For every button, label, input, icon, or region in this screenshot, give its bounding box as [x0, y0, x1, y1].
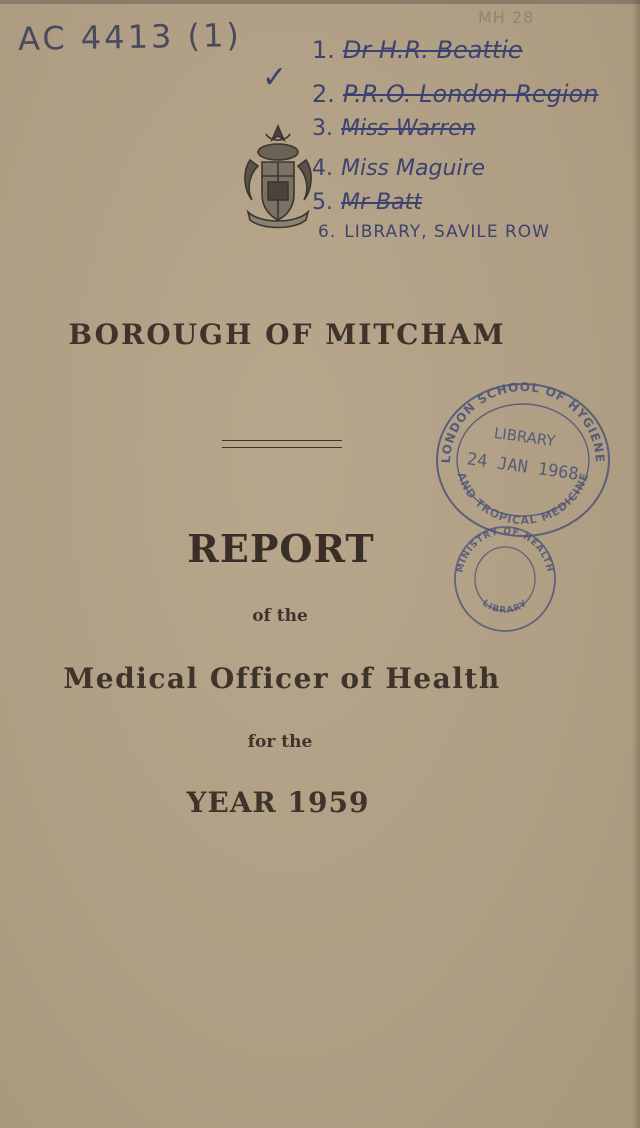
of-the-text: of the	[252, 606, 308, 626]
distribution-line-6: 6. LIBRARY, SAVILE ROW	[318, 222, 550, 242]
officer-title: Medical Officer of Health	[63, 662, 501, 695]
report-year: YEAR 1959	[186, 786, 370, 819]
page-edge-shadow	[632, 0, 640, 1128]
library-date-stamp	[428, 372, 618, 540]
shelfmark-note: MH 28	[478, 8, 535, 27]
double-rule-divider	[222, 440, 342, 448]
distribution-line-3: 3. Miss Warren	[312, 116, 476, 141]
stamp-school-subtitle: AND TROPICAL MEDICINE	[454, 470, 592, 528]
top-edge	[0, 0, 640, 4]
stamp-ministry-library: LIBRARY	[480, 598, 530, 616]
distribution-line-4: 4. Miss Maguire	[312, 156, 486, 181]
stamp-date: 24 JAN 1968	[465, 449, 580, 485]
stamp-ministry-name: MINISTRY OF HEALTH	[455, 526, 555, 574]
stamp-school-name: LONDON SCHOOL OF HYGIENE	[438, 379, 608, 464]
borough-coat-of-arms-icon	[236, 120, 320, 238]
distribution-line-2: 2. P.R.O. London Region	[312, 80, 599, 108]
report-title: REPORT	[187, 526, 375, 571]
accession-number: AC 4413 (1)	[17, 16, 243, 58]
ministry-library-stamp	[452, 524, 558, 634]
distribution-line-5: 5. Mr Batt	[312, 190, 422, 215]
borough-title: BOROUGH OF MITCHAM	[68, 318, 506, 351]
stamp-library-word: LIBRARY	[492, 423, 557, 451]
tick-mark-icon: ✓	[262, 60, 288, 95]
svg-text:LONDON SCHOOL OF HYGIENE	[439, 380, 607, 464]
for-the-text: for the	[247, 732, 313, 752]
distribution-line-1: 1. Dr H.R. Beattie	[312, 36, 523, 64]
svg-text:LIBRARY	[480, 599, 529, 616]
svg-text:MINISTRY OF HEALTH	[455, 527, 554, 574]
